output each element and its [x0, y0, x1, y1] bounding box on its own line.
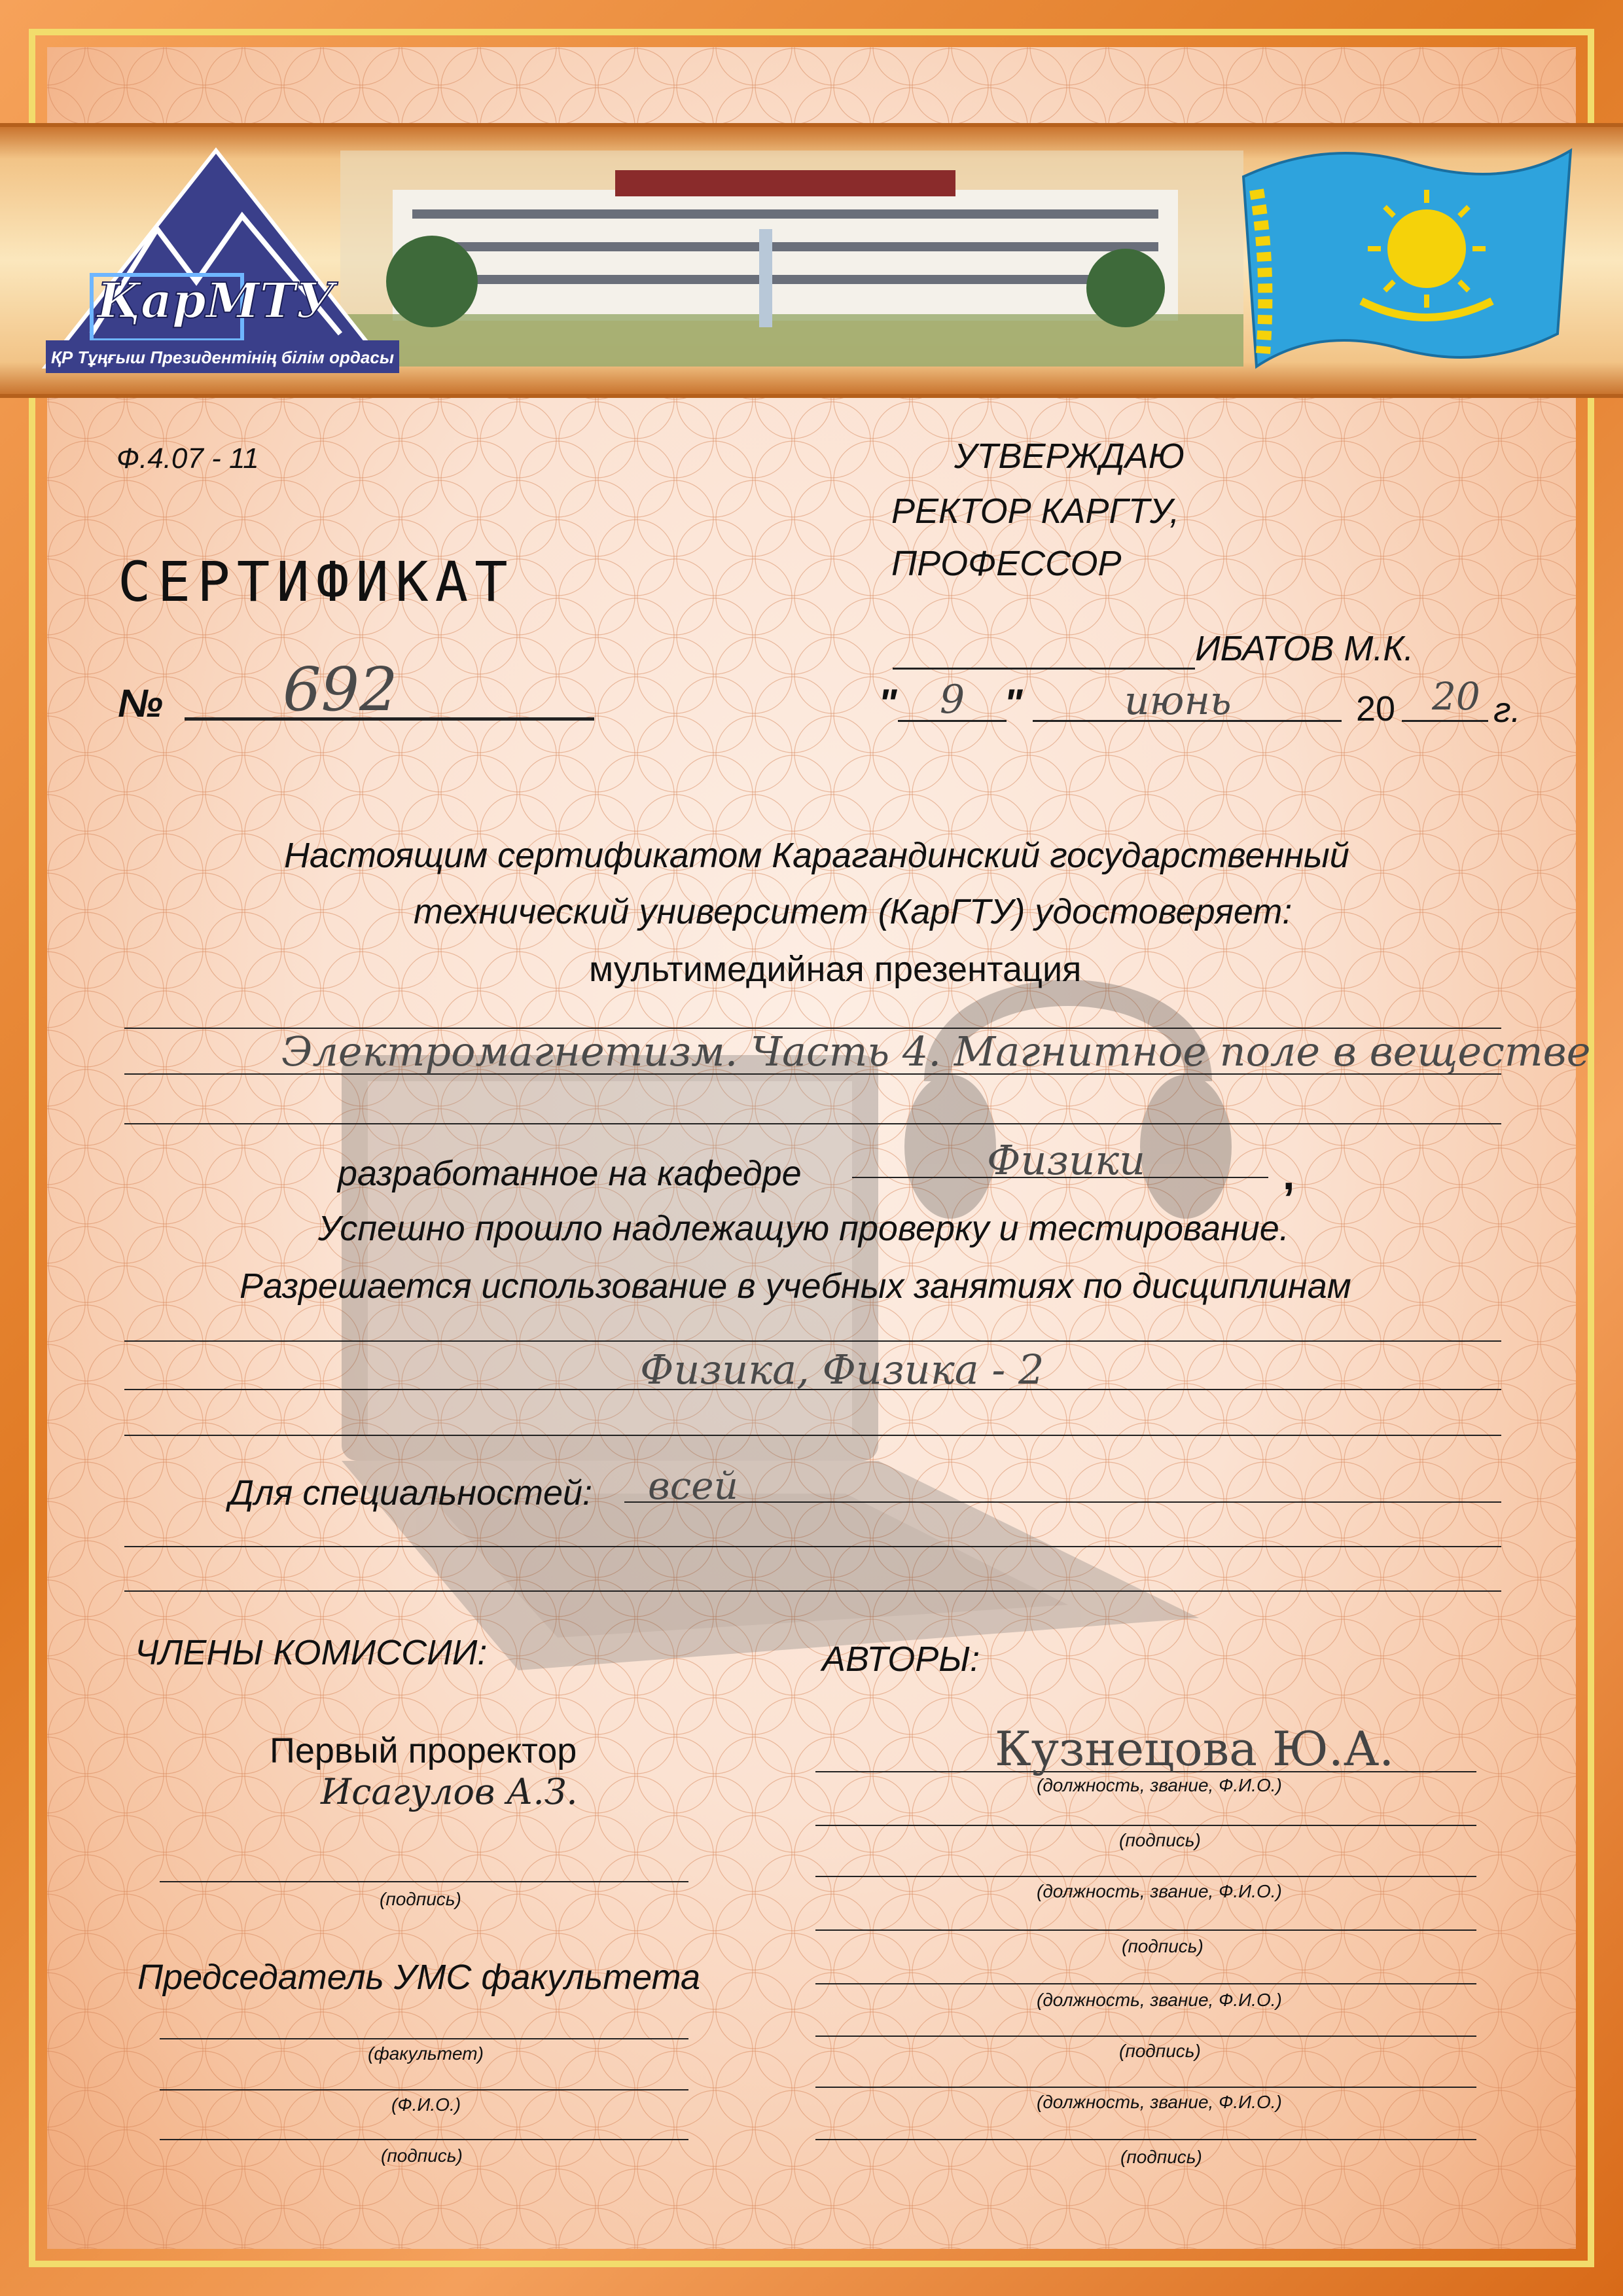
certificate-title: СЕРТИФИКАТ [118, 550, 514, 614]
author-line [815, 1983, 1476, 1984]
author-caption: (должность, звание, Ф.И.О.) [1037, 1775, 1282, 1795]
rector-signature-line [893, 668, 1195, 670]
date-year-suffix: 20 [1432, 674, 1480, 719]
date-close-quote: " [1004, 681, 1023, 725]
logo-motto: ҚР Тұңғыш Президентінің білім ордасы [50, 348, 395, 367]
authors-heading: АВТОРЫ: [822, 1640, 980, 1679]
specialties-label: Для специальностей: [229, 1473, 593, 1513]
author-caption: (подпись) [1122, 1936, 1204, 1956]
approval-rank: ПРОФЕССОР [891, 544, 1122, 583]
university-logo [33, 144, 399, 380]
author-caption: (подпись) [1120, 2147, 1202, 2167]
blank-line [124, 1590, 1501, 1592]
fio-line [160, 2089, 688, 2090]
rector-name: ИБАТОВ М.К. [1195, 629, 1414, 668]
commission-role-1: Первый проректор [270, 1731, 577, 1770]
author-line [815, 1825, 1476, 1826]
university-building-image [340, 151, 1243, 367]
author-line [815, 1929, 1476, 1931]
signature-caption: (подпись) [380, 1889, 461, 1909]
signature-caption: (подпись) [381, 2145, 463, 2166]
author-line [815, 2087, 1476, 2088]
fio-caption: (Ф.И.О.) [391, 2094, 461, 2115]
presentation-title: Электромагнетизм. Часть 4. Магнитное поле в веществе [281, 1028, 1591, 1075]
commission-heading: ЧЛЕНЫ КОМИССИИ: [135, 1633, 488, 1672]
form-code: Ф.4.07 - 11 [116, 442, 259, 475]
commission-role-2: Председатель УМС факультета [137, 1958, 701, 1997]
date-month: июнь [1124, 678, 1232, 724]
author-name: Кузнецова Ю.А. [995, 1721, 1395, 1776]
allowed-text: Разрешается использование в учебных занятиях по дисциплинам [240, 1266, 1351, 1306]
faculty-line [160, 2038, 688, 2039]
author-line [815, 2036, 1476, 2037]
department-value: Физики [987, 1136, 1146, 1184]
blank-line [124, 1435, 1501, 1436]
disciplines-value: Физика, Физика - 2 [640, 1346, 1044, 1393]
author-line [815, 2139, 1476, 2140]
approval-position: РЕКТОР КАРГТУ, [891, 492, 1180, 531]
department-label: разработанное на кафедре [338, 1154, 802, 1193]
specialties-value: всей [648, 1463, 738, 1508]
blank-line [124, 1123, 1501, 1124]
kazakhstan-flag [1230, 137, 1584, 380]
author-caption: (должность, звание, Ф.И.О.) [1037, 1881, 1282, 1901]
approval-title: УТВЕРЖДАЮ [954, 437, 1185, 476]
year-line [1402, 720, 1488, 722]
blank-line [124, 1546, 1501, 1547]
number-label: № [118, 681, 163, 725]
intro-line-2: технический университет (КарГТУ) удостоверяет: [414, 892, 1293, 931]
author-caption: (подпись) [1119, 2041, 1201, 2061]
passed-text: Успешно прошло надлежащую проверку и тестирование. [318, 1209, 1289, 1248]
author-caption: (подпись) [1119, 1830, 1201, 1850]
author-line [815, 1876, 1476, 1877]
intro-line-1: Настоящим сертификатом Карагандинский государственный [284, 836, 1349, 875]
author-caption: (должность, звание, Ф.И.О.) [1037, 2092, 1282, 2112]
signature-line [160, 1881, 688, 1882]
specialties-line [624, 1501, 1501, 1503]
blank-line [124, 1340, 1501, 1342]
date-year-prefix: 20 [1356, 689, 1396, 728]
department-comma: , [1283, 1150, 1295, 1198]
intro-line-3: мультимедийная презентация [589, 950, 1082, 989]
logo-text: ҚарМТУ [97, 273, 335, 329]
date-day: 9 [940, 677, 965, 723]
author-caption: (должность, звание, Ф.И.О.) [1037, 1990, 1282, 2010]
certificate-number: 692 [283, 655, 398, 725]
commission-name-1: Исагулов А.З. [321, 1771, 578, 1812]
faculty-caption: (факультет) [368, 2043, 484, 2064]
date-open-quote: " [878, 681, 897, 725]
signature-line [160, 2139, 688, 2140]
date-year-unit: г. [1493, 691, 1521, 730]
